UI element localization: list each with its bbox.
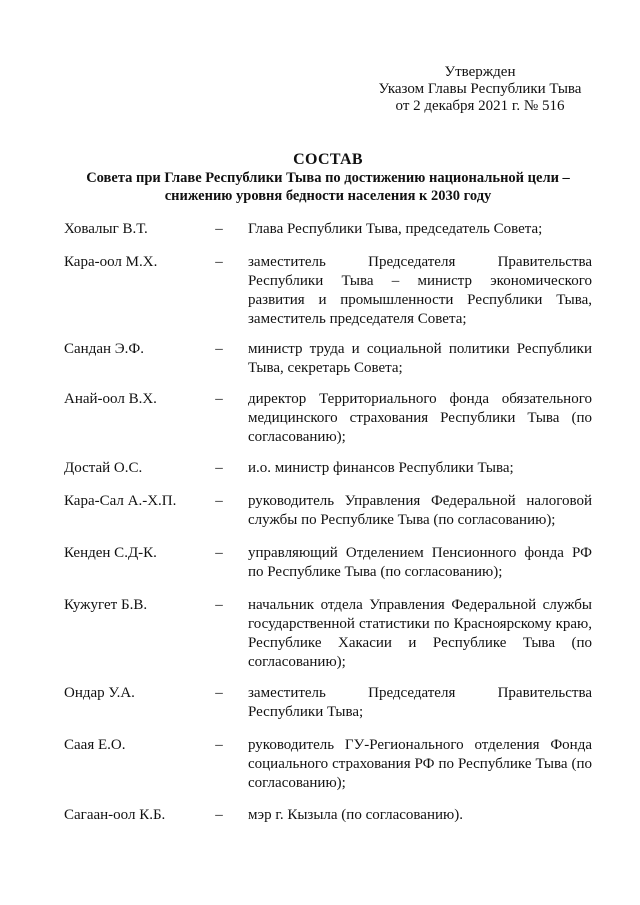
- member-dash: –: [215, 807, 223, 823]
- title-main: СОСТАВ: [293, 151, 363, 168]
- title-subtitle-line-2: снижению уровня бедности населения к 2030 году: [164, 188, 492, 204]
- approval-line-1: Утвержден: [444, 64, 516, 80]
- member-name: Сандан Э.Ф.: [64, 341, 145, 357]
- member-dash: –: [215, 254, 223, 270]
- member-dash: –: [215, 221, 223, 237]
- member-name: Ховалыг В.Т.: [64, 221, 148, 237]
- member-dash: –: [215, 597, 223, 613]
- member-role: и.о. министр финансов Республики Тыва;: [248, 460, 514, 476]
- member-dash: –: [215, 685, 223, 701]
- member-dash: –: [215, 460, 223, 476]
- member-list: [64, 0, 592, 905]
- member-name: Кара-Сал А.-Х.П.: [64, 493, 177, 509]
- member-role: заместитель Председателя Правительства Республики Тыва;: [248, 685, 592, 720]
- approval-line-3: от 2 декабря 2021 г. № 516: [395, 98, 565, 114]
- member-role: директор Территориального фонда обязательного медицинского страхования Республики Тыва (по согласованию);: [248, 391, 592, 445]
- member-dash: –: [215, 391, 223, 407]
- member-role: управляющий Отделением Пенсионного фонда РФ по Республике Тыва (по согласованию);: [248, 545, 592, 580]
- member-role: руководитель ГУ-Регионального отделения Фонда социального страхования РФ по Республике Тыва (по согласованию);: [248, 737, 592, 791]
- member-dash: –: [215, 545, 223, 561]
- member-role: руководитель Управления Федеральной налоговой службы по Республике Тыва (по согласованию);: [248, 493, 592, 528]
- member-role: мэр г. Кызыла (по согласованию).: [248, 807, 463, 823]
- member-name: Кужугет Б.В.: [64, 597, 148, 613]
- member-name: Анай-оол В.Х.: [64, 391, 157, 407]
- member-name: Кара-оол М.Х.: [64, 254, 158, 270]
- title-subtitle-line-1: Совета при Главе Республики Тыва по достижению национальной цели –: [86, 170, 570, 186]
- member-name: Кенден С.Д-К.: [64, 545, 157, 561]
- member-dash: –: [215, 737, 223, 753]
- member-name: Ондар У.А.: [64, 685, 135, 701]
- member-role: министр труда и социальной политики Республики Тыва, секретарь Совета;: [248, 341, 592, 376]
- member-dash: –: [215, 341, 223, 357]
- member-name: Саая Е.О.: [64, 737, 126, 753]
- member-dash: –: [215, 493, 223, 509]
- member-role: заместитель Председателя Правительства Республики Тыва – министр экономического развития и промышленности Республики Тыва, заместитель председателя Совета;: [248, 254, 592, 327]
- member-name: Сагаан-оол К.Б.: [64, 807, 166, 823]
- approval-line-2: Указом Главы Республики Тыва: [378, 81, 582, 97]
- member-name: Достай О.С.: [64, 460, 143, 476]
- member-role: Глава Республики Тыва, председатель Совета;: [248, 221, 543, 237]
- member-role: начальник отдела Управления Федеральной службы государственной статистики по Красноярскому краю, Республике Хакасии и Республике Тыва (по согласованию);: [248, 597, 592, 670]
